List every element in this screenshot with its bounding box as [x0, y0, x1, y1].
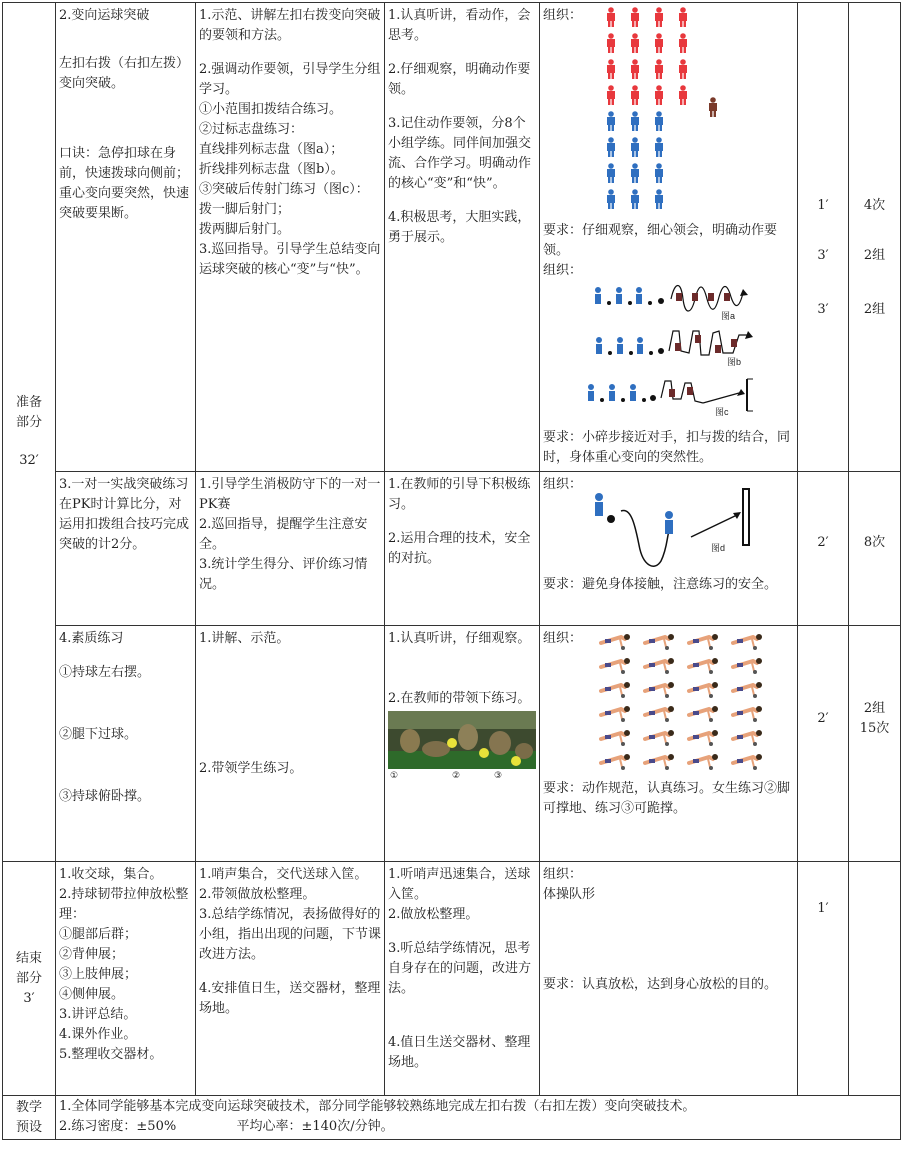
- requirement-text: 要求：动作规范，认真练习。女生练习②脚可撑地、练习③可跪撑。: [543, 781, 791, 816]
- count-value: 15次: [859, 721, 890, 736]
- pk-diagram: [543, 475, 793, 575]
- teacher-step: 3.巡回指导。引导学生总结变向运球突破的核心“变”与“快”。: [199, 242, 381, 277]
- content-cell: [56, 862, 196, 1096]
- content-cell: [56, 3, 196, 472]
- teacher-step: 拨一脚后射门；: [199, 202, 291, 217]
- arrow-icon: [740, 289, 748, 296]
- ball-icon: [658, 298, 664, 304]
- cone-drill-diagram: [543, 281, 793, 421]
- cone-marker: [695, 335, 701, 343]
- pushup-student-icon: [645, 706, 674, 722]
- time-cell: [798, 3, 849, 472]
- student-blue-icon: [607, 111, 615, 131]
- pushup-student-icon: [689, 634, 718, 650]
- teacher-step: 拨两脚后射门。: [199, 222, 291, 237]
- pushup-student-icon: [733, 634, 762, 650]
- count-value: 8次: [863, 535, 886, 550]
- content-title: 3.一对一实战突破练习: [59, 477, 189, 492]
- pushup-student-icon: [645, 754, 674, 770]
- practice-density: 2.练习密度：±50%: [59, 1119, 177, 1134]
- section-prep: [3, 3, 56, 862]
- row-one-on-one: [3, 472, 901, 626]
- ball-icon: [629, 351, 633, 355]
- section-time: 32′: [19, 453, 39, 468]
- student-red-icon: [655, 85, 663, 105]
- content-item: ①腿部后群；: [59, 927, 138, 942]
- teacher-cell: [196, 3, 385, 472]
- student-blue-icon: [655, 189, 663, 209]
- ball-icon: [600, 398, 604, 402]
- row-fitness: [3, 626, 901, 862]
- teacher-step: 1.讲解、示范。: [199, 631, 290, 646]
- student-step: 4.值日生送交器材、整理场地。: [388, 1035, 531, 1070]
- student-step: 2.运用合理的技术，安全的对抗。: [388, 531, 531, 566]
- student-blue-icon: [655, 111, 663, 131]
- student-step: 2.在教师的带领下练习。: [388, 691, 531, 706]
- teacher-step: ②过标志盘练习：: [199, 122, 304, 137]
- student-step: 4.积极思考，大胆实践，勇于展示。: [388, 210, 531, 245]
- pushup-student-icon: [689, 754, 718, 770]
- teacher-step: 1.示范、讲解左扣右拨变向突破的要领和方法。: [199, 8, 381, 43]
- pushup-student-icon: [733, 682, 762, 698]
- requirement-text: 要求：认真放松，达到身心放松的目的。: [543, 977, 778, 992]
- row-dribble-breakthrough: [3, 3, 901, 472]
- count-value: 4次: [863, 198, 886, 213]
- pushup-student-icon: [733, 706, 762, 722]
- teacher-step: 3.总结学练情况，表扬做得好的小组，指出出现的问题，下节课改进方法。: [199, 907, 382, 962]
- org-label: 组织：: [543, 631, 583, 646]
- org-text: 体操队形: [543, 887, 596, 902]
- student-step: 2.仔细观察，明确动作要领。: [388, 62, 531, 97]
- organization-cell: [540, 472, 798, 626]
- content-item: 3.讲评总结。: [59, 1007, 137, 1022]
- pushup-student-icon: [645, 658, 674, 674]
- cone-marker: [675, 343, 681, 351]
- student-step: 3.听总结学练情况，思考自身存在的问题，改进方法。: [388, 941, 532, 996]
- student-blue-icon: [631, 137, 639, 157]
- defender-icon: [665, 511, 673, 534]
- content-item: ③持球俯卧撑。: [59, 789, 151, 804]
- cone-marker: [692, 293, 698, 301]
- student-blue-icon: [631, 189, 639, 209]
- student-cell: [385, 472, 540, 626]
- fig-label: 图d: [711, 543, 726, 553]
- cone-marker: [708, 293, 714, 301]
- pushup-student-icon: [601, 706, 630, 722]
- requirement-text: 要求：仔细观察，细心领会，明确动作要领。: [543, 223, 778, 258]
- content-item: ②背伸展；: [59, 947, 125, 962]
- count-cell: [849, 862, 901, 1096]
- content-item: ④侧伸展。: [59, 987, 125, 1002]
- student-red-icon: [655, 59, 663, 79]
- count-cell: [849, 3, 901, 472]
- student-blue-icon: [631, 111, 639, 131]
- time-value: 3′: [817, 248, 829, 263]
- content-item: 1.收交球，集合。: [59, 867, 163, 882]
- goal-icon: [743, 489, 749, 545]
- student-blue-icon: [607, 189, 615, 209]
- content-title: 4.素质练习: [59, 631, 124, 646]
- ball-icon: [607, 301, 611, 305]
- student-step: 1.在教师的引导下积极练习。: [388, 477, 531, 512]
- ball-icon: [649, 351, 653, 355]
- student-red-icon: [679, 33, 687, 53]
- student-red-icon: [631, 33, 639, 53]
- student-cell: [385, 3, 540, 472]
- teacher-step: 折线排列标志盘（图b）。: [199, 162, 344, 177]
- content-item: ①持球左右摆。: [59, 665, 151, 680]
- dribble-path: [661, 381, 703, 403]
- cone-marker: [724, 293, 730, 301]
- student-step: 1.认真听讲，仔细观察。: [388, 631, 531, 646]
- pushup-student-icon: [733, 658, 762, 674]
- pushup-student-icon: [689, 706, 718, 722]
- content-item: 5.整理收交器材。: [59, 1047, 163, 1062]
- org-label: 组织：: [543, 477, 583, 492]
- player-icon: [630, 384, 636, 401]
- player-icon: [637, 337, 643, 354]
- pushup-student-icon: [689, 658, 718, 674]
- player-icon: [609, 384, 615, 401]
- content-cell: [56, 626, 196, 862]
- practice-photo: [388, 711, 536, 781]
- cone-marker: [669, 389, 675, 397]
- drill-figure-c: [588, 379, 753, 417]
- ball-icon: [648, 301, 652, 305]
- fig-label: 图c: [715, 407, 729, 417]
- ball-icon: [621, 398, 625, 402]
- student-red-icon: [655, 33, 663, 53]
- pushup-student-icon: [645, 682, 674, 698]
- student-cell: [385, 626, 540, 862]
- arrow-icon: [737, 389, 745, 396]
- pushup-student-icon: [733, 730, 762, 746]
- teacher-step: 2.带领做放松整理。: [199, 887, 316, 902]
- student-red-icon: [631, 59, 639, 79]
- ball-icon: [642, 398, 646, 402]
- student-step: 1.听哨声迅速集合，送球入筐。: [388, 867, 531, 902]
- teacher-cell: [196, 472, 385, 626]
- cone-marker: [676, 293, 682, 301]
- ball-icon: [650, 395, 656, 401]
- lesson-plan-table: [2, 2, 901, 1140]
- student-red-icon: [607, 85, 615, 105]
- student-red-icon: [679, 7, 687, 27]
- time-value: 1′: [817, 198, 829, 213]
- teacher-step: 2.带领学生练习。: [199, 761, 303, 776]
- pushup-formation-diagram: [543, 629, 793, 779]
- player-icon: [617, 337, 623, 354]
- student-red-icon: [631, 85, 639, 105]
- student-blue-icon: [655, 163, 663, 183]
- teacher-cell: [196, 626, 385, 862]
- player-icon: [588, 384, 594, 401]
- photo-label: ①: [390, 771, 399, 781]
- time-cell: [798, 862, 849, 1096]
- content-cell: [56, 472, 196, 626]
- teacher-step: 2.巡回指导，提醒学生注意安全。: [199, 517, 368, 552]
- content-sub: 左扣右拨（右扣左拨）变向突破。: [59, 56, 190, 91]
- section-label: 结束: [15, 950, 42, 966]
- row-preset: [3, 1096, 901, 1140]
- content-chant: 口诀：急停扣球在身前，快速拨球向侧前；重心变向要突然，快速突破要果断。: [59, 146, 190, 221]
- teacher-step: ③突破后传射门练习（图c）：: [199, 182, 369, 197]
- student-cell: [385, 862, 540, 1096]
- dribble-path: [621, 510, 669, 566]
- section-end: [3, 862, 56, 1096]
- content-item: ③上肢伸展；: [59, 967, 138, 982]
- student-blue-icon: [607, 163, 615, 183]
- student-step: 2.做放松整理。: [388, 907, 479, 922]
- count-cell: [849, 472, 901, 626]
- student-blue-icon: [655, 137, 663, 157]
- student-red-icon: [607, 59, 615, 79]
- content-item: 2.持球韧带拉伸放松整理：: [59, 887, 189, 922]
- requirement-text: 要求：小碎步接近对手，扣与拨的结合，同时，身体重心变向的突然性。: [543, 430, 791, 465]
- time-value: 3′: [817, 302, 829, 317]
- teacher-step: 3.统计学生得分、评价练习情况。: [199, 557, 368, 592]
- teacher-step: 1.哨声集合，交代送球入筐。: [199, 867, 368, 882]
- organization-cell: [540, 3, 798, 472]
- teacher-step: 4.安排值日生，送交器材，整理场地。: [199, 981, 381, 1016]
- pushup-student-icon: [601, 730, 630, 746]
- ball-icon: [658, 348, 664, 354]
- drill-figure-a: [595, 286, 748, 322]
- time-cell: [798, 626, 849, 862]
- preset-label: [3, 1096, 56, 1140]
- ball-icon: [607, 515, 615, 523]
- count-value: 2组: [863, 701, 886, 716]
- student-red-icon: [655, 7, 663, 27]
- player-icon: [616, 287, 622, 304]
- content-sub: 在PK时计算比分，对运用扣拨组合技巧完成突破的计2分。: [59, 497, 190, 552]
- shot-path: [703, 393, 739, 403]
- teacher-step: ①小范围扣拨结合练习。: [199, 102, 343, 117]
- teacher-step: 直线排列标志盘（图a）；: [199, 142, 344, 157]
- row-ending: [3, 862, 901, 1096]
- student-red-icon: [607, 7, 615, 27]
- shot-path: [691, 515, 737, 537]
- content-title: 2.变向运球突破: [59, 8, 150, 23]
- pushup-student-icon: [689, 682, 718, 698]
- photo-label: ②: [452, 771, 461, 781]
- student-blue-icon: [607, 137, 615, 157]
- organization-cell: [540, 862, 798, 1096]
- preset-text: [56, 1096, 901, 1140]
- player-icon: [595, 287, 601, 304]
- fig-label: 图a: [721, 311, 736, 321]
- time-cell: [798, 472, 849, 626]
- student-red-icon: [679, 85, 687, 105]
- cone-marker: [687, 387, 693, 395]
- preset-label-text: 教学: [15, 1099, 42, 1115]
- arrow-icon: [733, 512, 741, 519]
- preset-line: [59, 1117, 897, 1137]
- preset-line: 1.全体同学能够基本完成变向运球突破技术，部分同学能够较熟练地完成左扣右拨（右扣左拨）变向突破技术。: [59, 1099, 696, 1114]
- pushup-student-icon: [601, 658, 630, 674]
- photo-label: ③: [494, 771, 503, 781]
- student-red-icon: [607, 33, 615, 53]
- average-heart-rate: 平均心率：±140次/分钟。: [236, 1119, 394, 1134]
- org-label: 组织：: [543, 8, 583, 23]
- drill-figure-b: [596, 331, 753, 367]
- pushup-student-icon: [733, 754, 762, 770]
- pushup-student-icon: [689, 730, 718, 746]
- student-red-icon: [679, 59, 687, 79]
- section-label: 准备: [15, 395, 42, 410]
- section-time: 3′: [23, 990, 35, 1006]
- org-label: 组织：: [543, 263, 583, 278]
- student-blue-icon: [631, 163, 639, 183]
- time-value: 1′: [817, 901, 829, 916]
- content-item: ②腿下过球。: [59, 727, 138, 742]
- pushup-student-icon: [645, 730, 674, 746]
- pushup-student-icon: [601, 682, 630, 698]
- fig-label: 图b: [727, 357, 742, 367]
- pushup-student-icon: [601, 634, 630, 650]
- coach-icon: [709, 97, 717, 117]
- player-icon: [636, 287, 642, 304]
- section-label: 部分: [15, 970, 42, 986]
- teacher-step: 2.强调动作要领，引导学生分组学习。: [199, 62, 381, 97]
- ball-icon: [628, 301, 632, 305]
- attacker-icon: [595, 493, 603, 516]
- student-step: 1.认真听讲，看动作，会思考。: [388, 8, 531, 43]
- pushup-student-icon: [601, 754, 630, 770]
- cone-marker: [731, 339, 737, 347]
- ball-icon: [608, 351, 612, 355]
- student-step: 3.记住动作要领，分8个小组学练。同伴间加强交流、合作学习。明确动作的核心“变”和“快”。: [388, 116, 532, 191]
- section-label: 部分: [15, 415, 42, 430]
- player-icon: [596, 337, 602, 354]
- content-item: 4.课外作业。: [59, 1027, 137, 1042]
- count-value: 2组: [863, 302, 886, 317]
- count-cell: [849, 626, 901, 862]
- student-red-icon: [631, 7, 639, 27]
- requirement-text: 要求：避免身体接触，注意练习的安全。: [543, 577, 778, 592]
- teacher-cell: [196, 862, 385, 1096]
- time-value: 2′: [817, 711, 829, 726]
- org-label: 组织：: [543, 867, 583, 882]
- formation-diagram: [543, 6, 793, 221]
- cone-marker: [715, 345, 721, 353]
- pushup-student-icon: [645, 634, 674, 650]
- time-value: 2′: [817, 535, 829, 550]
- count-value: 2组: [863, 248, 886, 263]
- organization-cell: [540, 626, 798, 862]
- preset-label-text: 预设: [15, 1119, 42, 1135]
- teacher-step: 1.引导学生消极防守下的一对一PK赛: [199, 477, 381, 512]
